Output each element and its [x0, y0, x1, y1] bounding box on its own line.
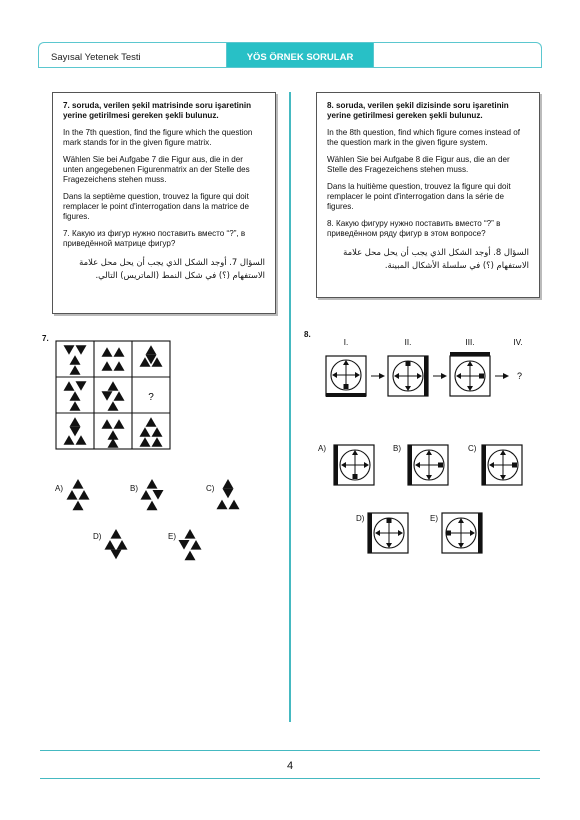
q7-text-ar: السؤال 7. أوجد الشكل الذي يجب أن يحل محل علامة الاستفهام (؟) في شكل النمط (الماتريس) التالي. [79, 257, 265, 280]
q8-label-1: I. [343, 338, 349, 347]
q8-instruction-box [316, 92, 540, 298]
column-divider [289, 92, 291, 722]
q8-option-e-figure[interactable] [440, 512, 486, 554]
q8-option-b-label[interactable]: B) [393, 444, 401, 453]
q7-text-en: In the 7th question, find the figure which the question mark stands for in the given figure matrix. [63, 128, 253, 147]
footer-line-bottom [40, 778, 540, 779]
header-test-name: Sayısal Yetenek Testi [38, 42, 226, 68]
q8-text-en: In the 8th question, find which figure comes instead of the question mark in the given figure system. [327, 128, 521, 147]
q7-option-d-figure[interactable] [104, 528, 128, 562]
q8-text-ru: 8. Какую фигуру нужно поставить вместо “?” в приведённом ряду фигур в этом вопросе? [327, 219, 501, 238]
q8-seq-figure-2 [388, 356, 428, 396]
q7-text-tr: 7. soruda, verilen şekil matrisinde soru işaretinin yerine getirilmesi gereken şekli bulunuz. [63, 101, 252, 120]
q8-label-2: II. [404, 338, 412, 347]
q7-text-de: Wählen Sie bei Aufgabe 7 die Figur aus, die in der unten angegebenen Figurenmatrix an der Stelle des Fragezeichens stehen muss. [63, 155, 250, 184]
q8-option-e-label[interactable]: E) [430, 514, 438, 523]
q8-text-fr: Dans la huitième question, trouvez la figure qui doit remplacer le point d'interrogation dans la série de figures. [327, 182, 511, 211]
q7-figure-matrix [55, 340, 171, 450]
header-blank-cell [374, 42, 542, 68]
q7-option-b-label[interactable]: B) [130, 484, 138, 493]
q7-text-ru: 7. Какую из фигур нужно поставить вместо “?”, в приведённой матрице фигур? [63, 229, 246, 248]
q7-option-a-label[interactable]: A) [55, 484, 63, 493]
q8-figure-sequence [318, 336, 540, 408]
q7-option-d-label[interactable]: D) [93, 532, 102, 541]
q8-option-a-label[interactable]: A) [318, 444, 326, 453]
q7-option-c-label[interactable]: C) [206, 484, 215, 493]
q8-question-mark: ? [517, 371, 523, 381]
header-section-title: YÖS ÖRNEK SORULAR [226, 42, 374, 68]
q8-option-d-label[interactable]: D) [356, 514, 365, 523]
q8-text-tr: 8. soruda, verilen şekil dizisinde soru işaretinin yerine getirilmesi gereken şekli bulunuz. [327, 101, 509, 120]
q8-label-4: IV. [513, 338, 523, 347]
q7-option-b-figure[interactable] [140, 478, 164, 512]
q8-text-de: Wählen Sie bei Aufgabe 8 die Figur aus, die an der Stelle des Fragezeichens stehen muss. [327, 155, 510, 174]
q7-option-e-label[interactable]: E) [168, 532, 176, 541]
q8-option-b-figure[interactable] [404, 444, 450, 486]
q7-text-fr: Dans la septième question, trouvez la figure qui doit remplacer le point d'interrogation dans la matrice de figures. [63, 192, 250, 221]
q8-label-3: III. [465, 338, 475, 347]
q7-question-mark: ? [148, 392, 154, 403]
q8-text-ar: السؤال 8. أوجد الشكل الذي يجب أن يحل محل علامة الاستفهام (؟) في سلسلة الأشكال المبينة. [343, 247, 529, 270]
footer-line-top [40, 750, 540, 751]
q8-number: 8. [304, 330, 311, 339]
q7-option-c-figure[interactable] [216, 478, 240, 512]
q8-option-c-label[interactable]: C) [468, 444, 477, 453]
q7-option-e-figure[interactable] [178, 528, 202, 562]
q8-option-a-figure[interactable] [330, 444, 376, 486]
q8-seq-figure-1 [326, 356, 366, 397]
q8-seq-figure-3 [450, 352, 490, 396]
q7-instruction-box [52, 92, 276, 314]
q8-option-c-figure[interactable] [480, 444, 526, 486]
page-number: 4 [286, 760, 294, 772]
q8-option-d-figure[interactable] [366, 512, 412, 554]
q7-option-a-figure[interactable] [66, 478, 90, 512]
q7-number: 7. [42, 334, 49, 343]
